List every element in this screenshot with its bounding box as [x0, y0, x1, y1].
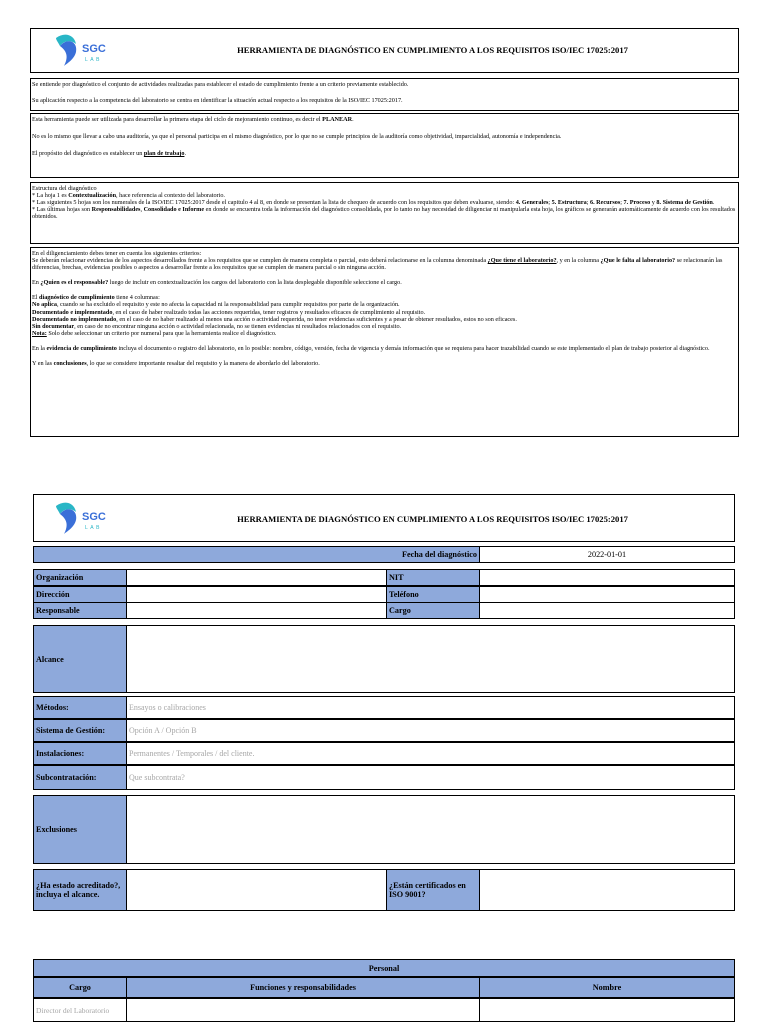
alcance-input[interactable] [126, 625, 735, 693]
exclusiones-label: Exclusiones [33, 795, 127, 864]
alcance-label: Alcance [33, 625, 127, 693]
cargo-label: Cargo [386, 602, 480, 619]
sistema-input[interactable]: Opción A / Opción B [126, 719, 735, 742]
intro-p1: Se entiende por diagnóstico el conjunto de actividades realizadas para establecer el estado de cumplimiento frente a un criterio previamente establecido. [32, 81, 409, 88]
page-title-1: HERRAMIENTA DE DIAGNÓSTICO EN CUMPLIMIENTO A LOS REQUISITOS ISO/IEC 17025:2017 [237, 45, 628, 55]
direccion-label: Dirección [33, 586, 127, 603]
sgc-logo [50, 30, 120, 70]
certificados-label: ¿Están certificados en ISO 9001? [386, 869, 480, 911]
intro-box [30, 78, 739, 111]
nit-input[interactable] [479, 569, 735, 586]
subcontratacion-input[interactable]: Que subcontrata? [126, 765, 735, 790]
metodos-label: Métodos: [33, 696, 127, 719]
col-funciones: Funciones y responsabilidades [126, 977, 480, 998]
sistema-label: Sistema de Gestión: [33, 719, 127, 742]
fecha-value[interactable]: 2022-01-01 [479, 546, 735, 563]
personal-row-funciones[interactable] [126, 998, 480, 1022]
direccion-input[interactable] [126, 586, 387, 603]
page-title-2: HERRAMIENTA DE DIAGNÓSTICO EN CUMPLIMIENTO A LOS REQUISITOS ISO/IEC 17025:2017 [237, 514, 628, 524]
col-nombre: Nombre [479, 977, 735, 998]
personal-row-nombre[interactable] [479, 998, 735, 1022]
fecha-row-bg [33, 546, 480, 563]
personal-title: Personal [33, 959, 735, 977]
planear-box: Esta herramienta puede ser utilizada para desarrollar la primera etapa del ciclo de mejoramiento continuo, es decir el PLANEAR. No es lo mismo que llevar a cabo una auditoría, ya que el personal participa en el mismo diagnóstico, por lo que no se cumple principios de la auditoría como objetividad, imparcialidad, autonomía e independencia. El propósito del diagnóstico es establecer un plan de trabajo. [30, 113, 739, 178]
cargo-input[interactable] [479, 602, 735, 619]
metodos-input[interactable]: Ensayos o calibraciones [126, 696, 735, 719]
instalaciones-label: Instalaciones: [33, 742, 127, 765]
svg-text:SGC: SGC [82, 511, 106, 523]
responsable-input[interactable] [126, 602, 387, 619]
col-cargo: Cargo [33, 977, 127, 998]
svg-text:LAB: LAB [85, 525, 102, 531]
telefono-label: Teléfono [386, 586, 480, 603]
organizacion-input[interactable] [126, 569, 387, 586]
personal-row-cargo[interactable]: Director del Laboratorio [33, 998, 127, 1022]
intro-p2: Su aplicación respecto a la competencia del laboratorio se centra en identificar la situación actual respecto a los requisitos de la ISO/IEC 17025:2017. [32, 97, 403, 105]
criterios-box: En el diligenciamiento debes tener en cuenta los siguientes criterios: Se deberán relacionar evidencias de los aspectos desarrollados frente a los requisitos que se cumplen de manera completa o parcial, esto deberá relacionarse en la columna denominada ¿Que tiene el laboratorio?, y en la columna ¿Que le falta al laboratorio? se relacionarán las diferencias, brechas, evidencias posibles o aspectos a desarrollar frente a los requisitos que se cumplen de manera parcial o sin ninguna acción. En ¿Quien es el responsable? luego de incluir en contextualización los cargos del laboratorio con la lista desplegable disponible seleccione el cargo. El diagnóstico de cumplimiento tiene 4 columnas: No aplica, cuando se ha excluido el requisito y este no afecta la capacidad ni la responsabilidad para cumplir requisitos por parte de la organización. Documentado e implementado, en el caso de haber realizado todas las acciones requeridas, tener registros y resultados eficaces de cumplimiento al requisito. Documentado no implementado, en el caso de no haber realizado al menos una acción o actividad requerida, no tener evidencias suficientes y a pesar de obtener resultados, estos no son eficaces. Sin documentar, en caso de no encontrar ninguna acción o actividad relacionada, no se tienen evidencias ni resultados relacionados con el requisito. Nota: Solo debe seleccionar un criterio por numeral para que la herramienta realice el diagnóstico. En la evidencia de cumplimiento incluya el documento o registro del laboratorio, en lo posible: nombre, código, versión, fecha de vigencia y demás información que se requiera para hacer trazabilidad cuando se este implementado el plan de trabajo posterior al diagnóstico. Y en las conclusiones, lo que se considere importante resaltar del requisito y la manera de abordarlo del laboratorio. [30, 247, 739, 437]
brand-sub: LAB [85, 57, 102, 63]
fecha-label: Fecha del diagnóstico [401, 550, 477, 559]
telefono-input[interactable] [479, 586, 735, 603]
acreditado-label: ¿Ha estado acreditado?, incluya el alcance. [33, 869, 127, 911]
organizacion-label: Organización [33, 569, 127, 586]
nit-label: NIT [386, 569, 480, 586]
certificados-input[interactable] [479, 869, 735, 911]
responsable-label: Responsable [33, 602, 127, 619]
estructura-box: Estructura del diagnóstico * La hoja 1 es Contextualización, hace referencia al contexto del laboratorio. * Las siguientes 5 hojas son los numerales de la ISO/IEC 17025:2017 desde el capitulo 4 al 8, en donde se presentan la lista de chequeo de acuerdo con los requisitos que deben evaluarse, siendo: 4. Generales; 5. Estructura; 6. Recursos; 7. Proceso y 8. Sistema de Gestión. * Las últimas hojas son Responsabilidades, Consolidado e Informe en donde se encuentra toda la información del diagnóstico consolidada, por lo tanto no hay necesidad de diligenciar ni manipularla esta hoja, los gráficos se generarán automáticamente de acuerdo con los resultados obtenidos. [30, 182, 739, 244]
brand-name: SGC [82, 43, 106, 55]
exclusiones-input[interactable] [126, 795, 735, 864]
subcontratacion-label: Subcontratación: [33, 765, 127, 790]
instalaciones-input[interactable]: Permanentes / Temporales / del cliente. [126, 742, 735, 765]
acreditado-input[interactable] [126, 869, 387, 911]
sgc-logo-2 [50, 498, 120, 538]
